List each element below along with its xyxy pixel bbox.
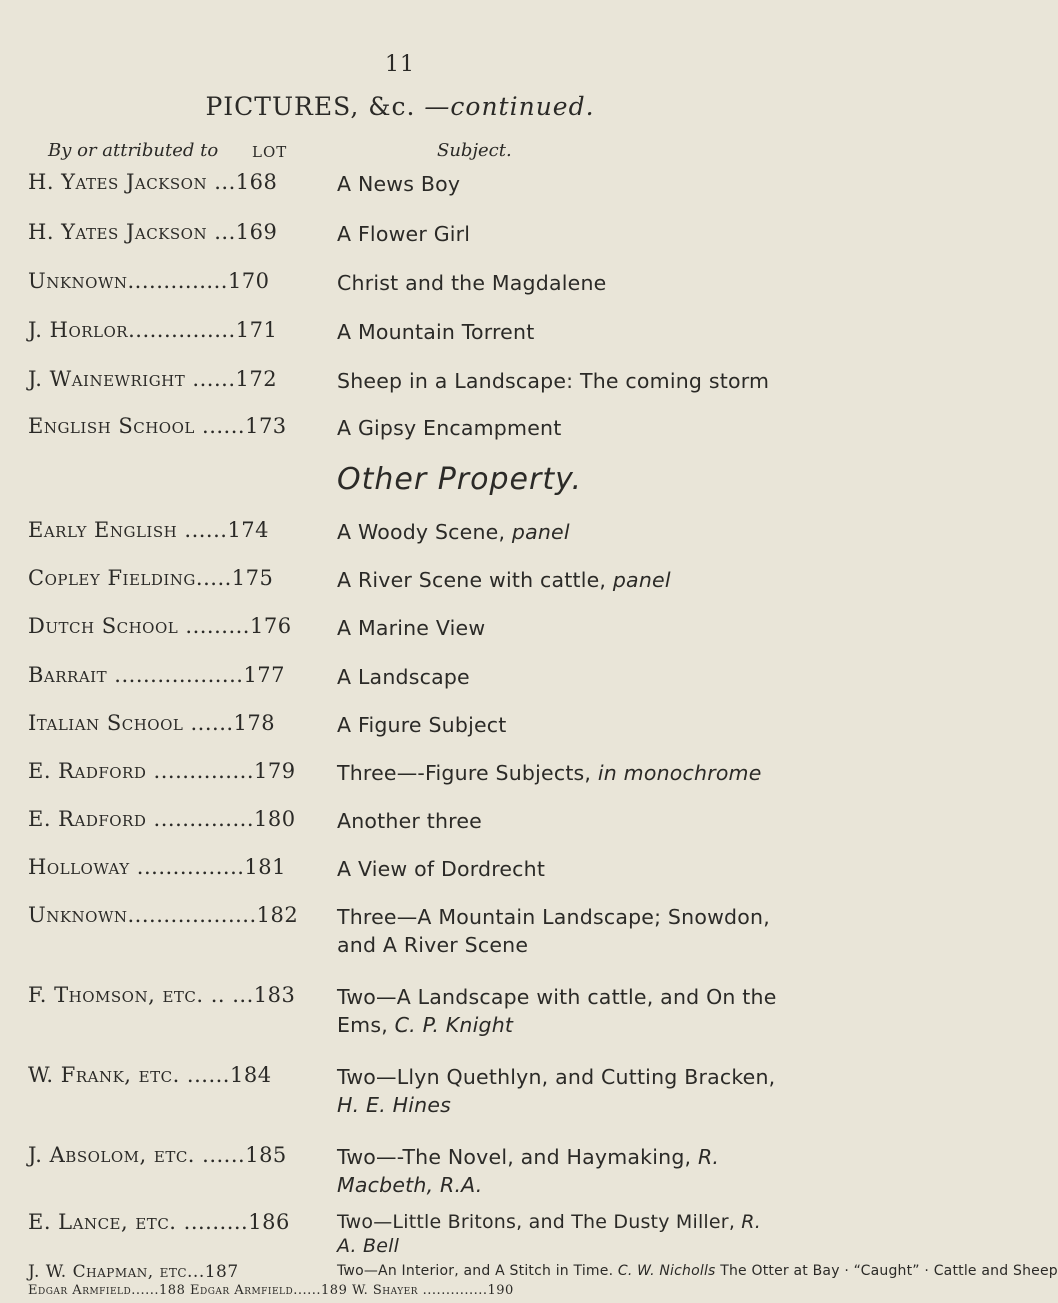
artist-lot: Edgar Armfield......188 Edgar Armfield......189 W. Shayer ..............190 xyxy=(28,1283,514,1298)
artist-lot: H. Yates Jackson ...168 xyxy=(28,170,278,194)
subject: Three—-Figure Subjects, in monochrome xyxy=(337,761,762,785)
heading-continued: —continued. xyxy=(424,92,595,121)
artist-column-header: By or attributed to xyxy=(48,140,219,161)
subject: Two—An Interior, and A Stitch in Time. C. W. Nicholls The Otter at Bay · “Caught” · Cattle and Sheep xyxy=(337,1263,1058,1279)
artist-lot: English School ......173 xyxy=(28,414,287,438)
subject: Two—A Landscape with cattle, and On the Ems, C. P. Knight xyxy=(337,985,777,1037)
subject: A River Scene with cattle, panel xyxy=(337,568,671,592)
artist-lot: E. Radford ..............179 xyxy=(28,759,296,783)
subject: A Mountain Torrent xyxy=(337,320,535,344)
subject: Christ and the Magdalene xyxy=(337,271,607,295)
artist-lot: H. Yates Jackson ...169 xyxy=(28,220,278,244)
subject: A Marine View xyxy=(337,616,486,640)
lot-column-header: LOT xyxy=(252,143,288,161)
subject: A Flower Girl xyxy=(337,222,471,246)
subject: Two—Little Britons, and The Dusty Miller, R. A. Bell xyxy=(337,1211,761,1257)
artist-lot: Copley Fielding.....175 xyxy=(28,566,274,590)
subject: Two—Llyn Quethlyn, and Cutting Bracken, H. E. Hines xyxy=(337,1065,776,1117)
page-number: 11 xyxy=(385,52,415,77)
artist-lot: W. Frank, etc. ......184 xyxy=(28,1063,272,1087)
page-heading xyxy=(0,92,800,121)
subject: A News Boy xyxy=(337,172,461,196)
artist-lot: Holloway ...............181 xyxy=(28,855,287,879)
artist-lot: F. Thomson, etc. .. ...183 xyxy=(28,983,296,1007)
artist-lot: J. W. Chapman, etc...187 xyxy=(28,1262,239,1282)
subject: A Gipsy Encampment xyxy=(337,416,562,440)
subject: A Figure Subject xyxy=(337,713,507,737)
subject: A View of Dordrecht xyxy=(337,857,546,881)
artist-lot: Unknown..............170 xyxy=(28,269,270,293)
subject: A Landscape xyxy=(337,665,470,689)
subject: Two—-The Novel, and Haymaking, R. Macbeth, R.A. xyxy=(337,1145,720,1197)
subject: Sheep in a Landscape: The coming storm xyxy=(337,369,770,393)
artist-lot: J. Wainewright ......172 xyxy=(28,367,278,391)
artist-lot: E. Radford ..............180 xyxy=(28,807,296,831)
subject-column-header: Subject. xyxy=(437,140,512,161)
section-heading: Other Property. xyxy=(337,462,583,497)
heading-main: PICTURES, &c. xyxy=(205,92,416,121)
subject: Another three xyxy=(337,809,482,833)
artist-lot: Barrait ..................177 xyxy=(28,663,286,687)
artist-lot: E. Lance, etc. .........186 xyxy=(28,1210,290,1234)
artist-lot: Early English ......174 xyxy=(28,518,270,542)
artist-lot: Dutch School .........176 xyxy=(28,614,292,638)
artist-lot: Italian School ......178 xyxy=(28,711,276,735)
subject: Three—A Mountain Landscape; Snowdon, and A River Scene xyxy=(337,905,770,957)
column-headers xyxy=(0,140,800,164)
artist-lot: J. Absolom, etc. ......185 xyxy=(28,1143,287,1167)
artist-lot: Unknown..................182 xyxy=(28,903,299,927)
subject: A Woody Scene, panel xyxy=(337,520,570,544)
artist-lot: J. Horlor...............171 xyxy=(28,318,278,342)
